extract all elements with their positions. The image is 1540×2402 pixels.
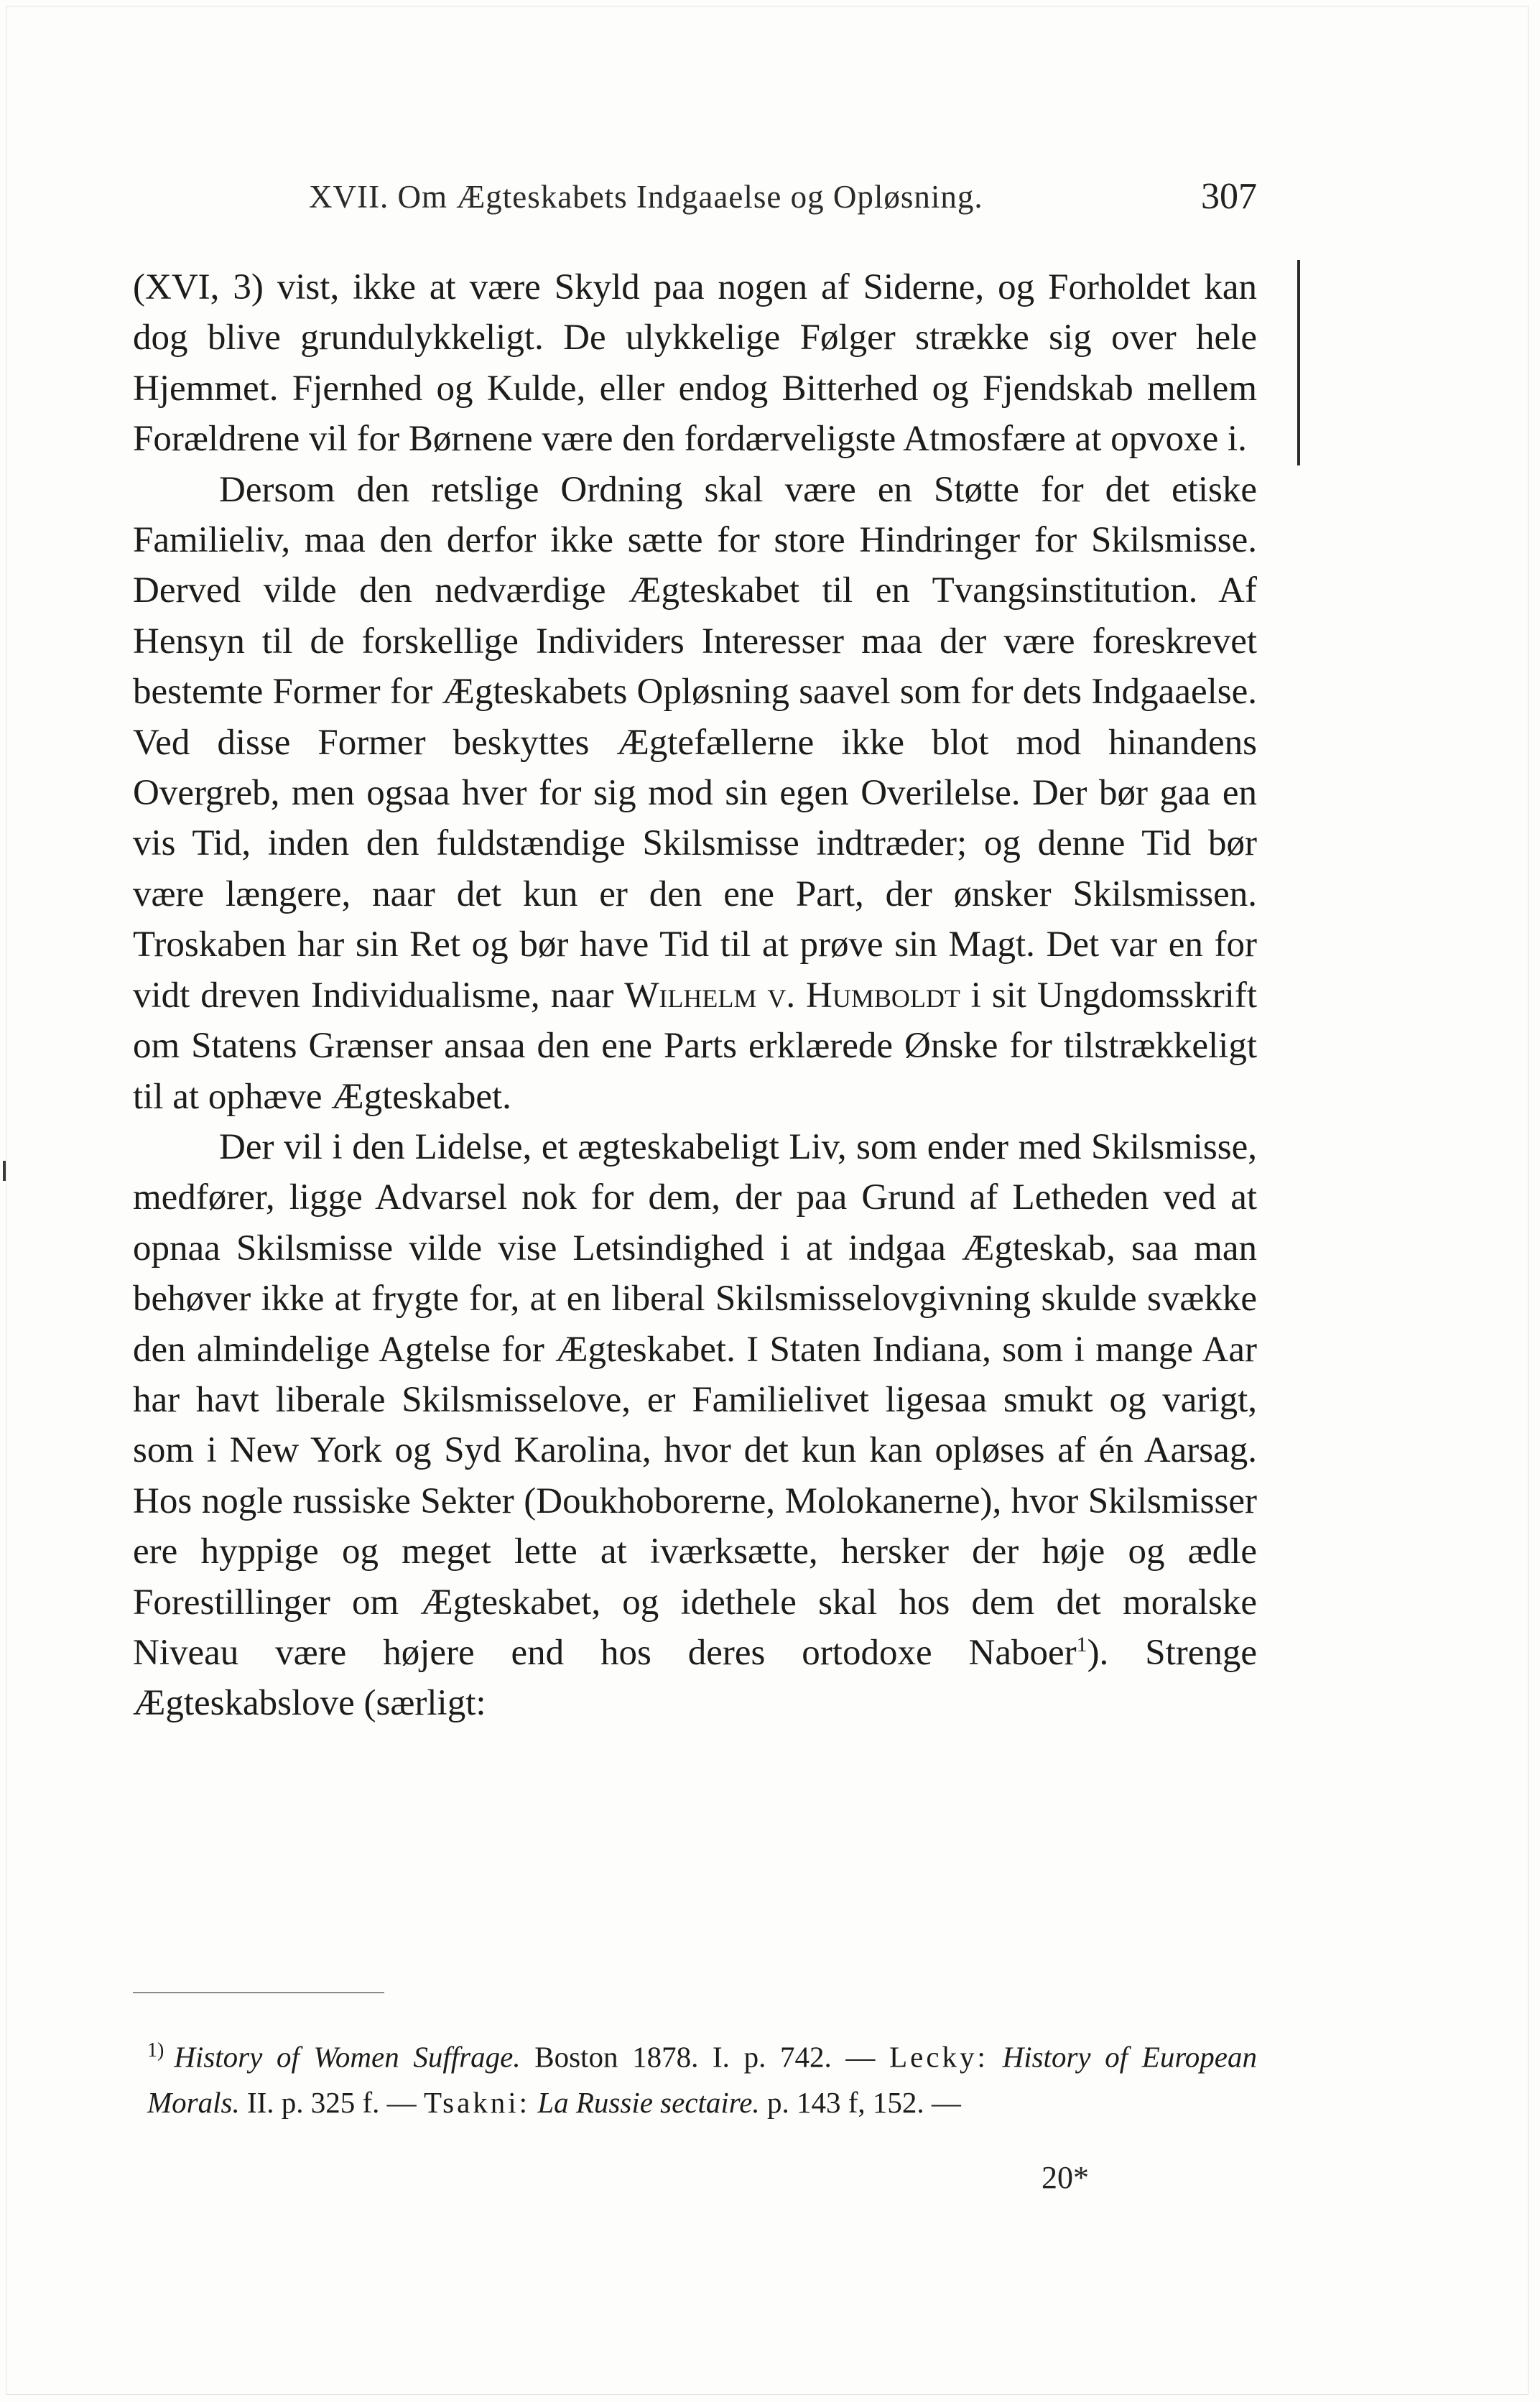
paragraph-2-text-b: i sit Ungdomsskrift om Statens Grænser ansaa den ene Parts erklærede Ønske for tilstrækkeligt til at ophæve Ægteskabet.	[133, 975, 1258, 1117]
footnote-mark: 1)	[147, 2039, 164, 2062]
paragraph-3	[133, 1122, 1257, 1729]
margin-mark	[3, 1161, 6, 1181]
footnote-rule	[133, 1992, 384, 1993]
body-text	[133, 262, 1257, 1729]
page-number: 307	[1201, 176, 1257, 217]
footnote-author-2: Tsakni:	[423, 2085, 531, 2119]
running-head	[309, 178, 1257, 228]
footnote	[147, 2028, 1257, 2125]
footnote-ref: 1	[1076, 1632, 1087, 1656]
footnote-author-1: Lecky:	[889, 2040, 988, 2074]
paragraph-1: (XVI, 3) vist, ikke at være Skyld paa nogen af Siderne, og Forholdet kan dog blive grundulykkeligt. De ulykkelige Følger strække sig over hele Hjemmet. Fjernhed og Kulde, eller endog Bitterhed og Fjendskab mellem Forældrene vil for Børnene være den fordærveligste Atmosfære at opvoxe i.	[133, 267, 1257, 460]
footnote-title-1: History of Women Suffrage.	[174, 2040, 521, 2074]
footnote-text-1: Boston 1878. I. p. 742. —	[520, 2040, 890, 2074]
footnote-text-2: II. p. 325 f. —	[239, 2085, 424, 2119]
paragraph-3-text-a: Der vil i den Lidelse, et ægteskabeligt Liv, som ender med Skilsmisse, medfører, ligge Advarsel nok for dem, der paa Grund af Letheden ved at opnaa Skilsmisse vilde vise Letsindighed i at indgaa Ægteskab, saa man behøver ikke at frygte for, at en liberal Skilsmisselovgivning skulde svække den almindelige Agtelse for Ægteskabet. I Staten Indiana, som i mange Aar har havt liberale Skilsmisselove, er Familielivet ligesaa smukt og varigt, som i New York og Syd Karolina, hvor det kun kan opløses af én Aarsag. Hos nogle russiske Sekter (Doukhoborerne, Molokanerne), hvor Skilsmisser ere hyppige og meget lette at iværksætte, hersker der høje og ædle Forestillinger om Ægteskabet, og idethele skal hos dem det moralske Niveau være højere end hos deres ortodoxe Naboer	[133, 1126, 1257, 1673]
paragraph-3-text-b: ). Strenge Ægteskabslove (særligt:	[133, 1632, 1257, 1724]
paragraph-2-text-a: Dersom den retslige Ordning skal være en Støtte for det etiske Familieliv, maa den derfor ikke sætte for store Hindringer for Skilsmisse. Derved vilde den nedværdige Ægteskabet til en Tvangsinstitution. Af Hensyn til de forskellige Individers Interesser maa der være foreskrevet bestemte Former for Ægteskabets Opløsning saavel som for dets Indgaaelse. Ved disse Former beskyttes Ægtefællerne ikke blot mod hinandens Overgreb, men ogsaa hver for sig mod sin egen Overilelse. Der bør gaa en vis Tid, inden den fuldstændige Skilsmisse indtræder; og denne Tid bør være længere, naar det kun er den ene Part, der ønsker Skilsmissen. Troskaben har sin Ret og bør have Tid til at prøve sin Magt. Det var en for vidt dreven Individualisme, naar	[133, 469, 1257, 1016]
footnote-title-3: La Russie sectaire.	[537, 2085, 760, 2119]
paragraph-2	[133, 465, 1257, 1122]
running-title: XVII. Om Ægteskabets Indgaaelse og Opløsning.	[309, 179, 983, 215]
footnote-text-3: p. 143 f, 152. —	[759, 2085, 961, 2119]
footnote-title-2: History of European Morals.	[147, 2040, 1257, 2119]
author-name: Wilhelm v. Humboldt	[624, 975, 960, 1016]
signature-mark: 20*	[1042, 2160, 1089, 2195]
margin-bar	[1297, 260, 1300, 465]
